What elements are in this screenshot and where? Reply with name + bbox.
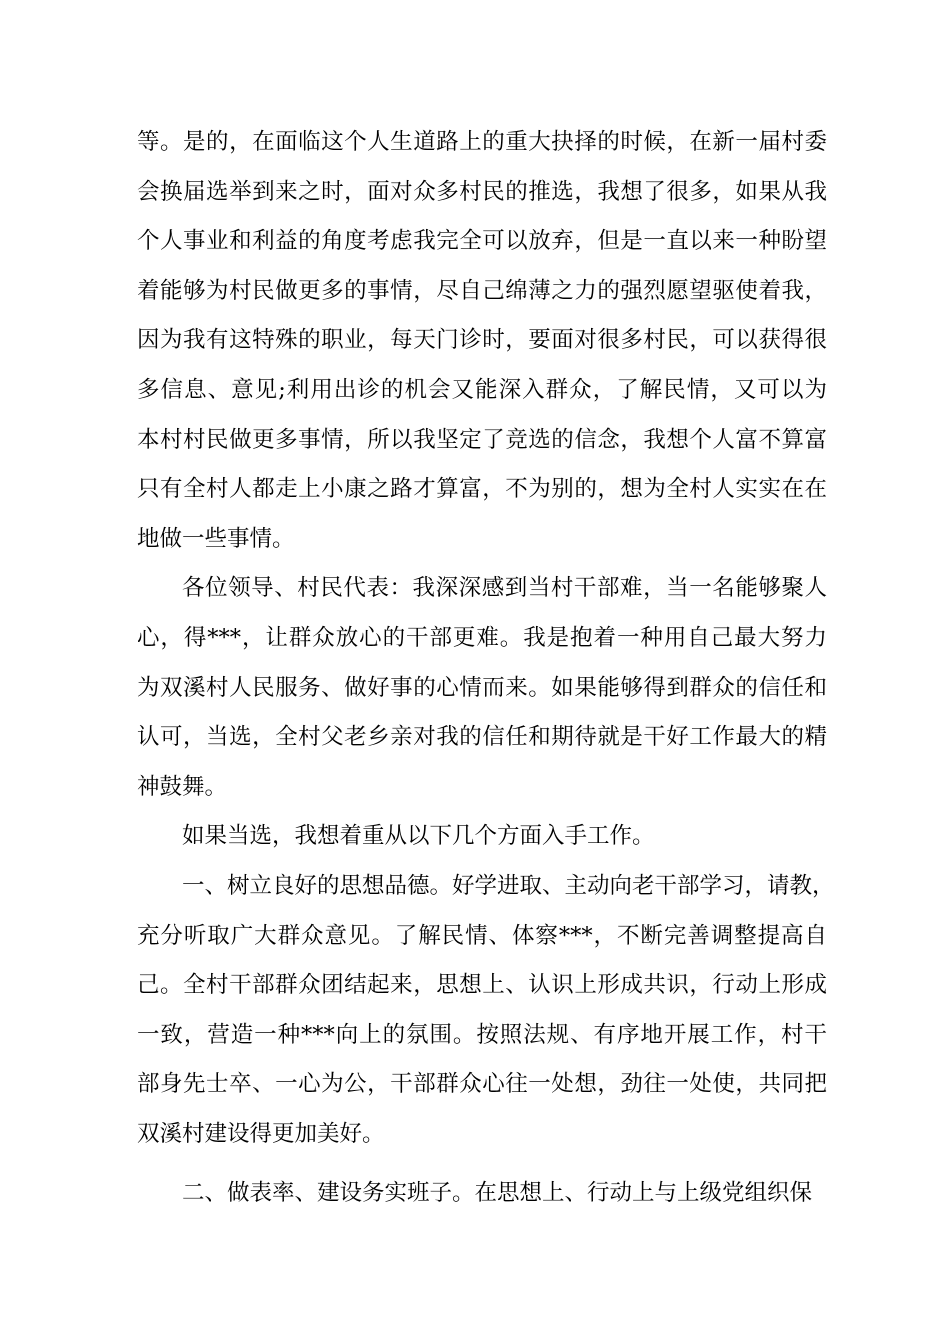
paragraph-2 bbox=[137, 564, 827, 812]
text-line: 本村村民做更多事情，所以我坚定了竞选的信念，我想个人富不算富 bbox=[137, 426, 827, 453]
text-line: 着能够为村民做更多的事情，尽自己绵薄之力的强烈愿望驱使着我， bbox=[137, 277, 827, 304]
text-line: 心，得***，让群众放心的干部更难。我是抱着一种用自己最大努力 bbox=[137, 624, 827, 651]
text-line: 各位领导、村民代表：我深深感到当村干部难，当一名能够聚人 bbox=[182, 575, 827, 602]
paragraph-4 bbox=[137, 862, 835, 1160]
text-line: 部身先士卒、一心为公，干部群众心往一处想，劲往一处使，共同把 bbox=[137, 1071, 827, 1098]
text-line: 二、做表率、建设务实班子。在思想上、行动上与上级党组织保 bbox=[182, 1180, 813, 1207]
text-line: 等。是的，在面临这个人生道路上的重大抉择的时候，在新一届村委 bbox=[137, 129, 827, 155]
text-line: 如果当选，我想着重从以下几个方面入手工作。 bbox=[182, 823, 655, 850]
text-line: 多信息、意见;利用出诊的机会又能深入群众，了解民情，又可以为 bbox=[137, 376, 827, 403]
text-line: 一致，营造一种***向上的氛围。按照法规、有序地开展工作，村干 bbox=[137, 1021, 827, 1048]
document-body bbox=[137, 118, 835, 1219]
paragraph-gap bbox=[137, 1159, 827, 1169]
text-line: 双溪村建设得更加美好。 bbox=[137, 1120, 385, 1147]
text-line: 为双溪村人民服务、做好事的心情而来。如果能够得到群众的信任和 bbox=[137, 674, 827, 701]
text-line: 地做一些事情。 bbox=[137, 525, 295, 552]
text-line: 因为我有这特殊的职业，每天门诊时，要面对很多村民，可以获得很 bbox=[137, 327, 827, 354]
text-line: 己。全村干部群众团结起来，思想上、认识上形成共识，行动上形成 bbox=[137, 972, 827, 999]
text-line: 充分听取广大群众意见。了解民情、体察***，不断完善调整提高自 bbox=[137, 922, 827, 949]
paragraph-5 bbox=[137, 1169, 827, 1219]
paragraph-1 bbox=[137, 118, 827, 564]
text-line: 个人事业和利益的角度考虑我完全可以放弃，但是一直以来一种盼望 bbox=[137, 228, 827, 255]
paragraph-3 bbox=[137, 812, 827, 862]
text-line: 会换届选举到来之时，面对众多村民的推选，我想了很多，如果从我 bbox=[137, 178, 827, 205]
text-line: 认可，当选，全村父老乡亲对我的信任和期待就是干好工作最大的精 bbox=[137, 724, 827, 751]
text-line: 神鼓舞。 bbox=[137, 773, 228, 800]
text-line: 一、树立良好的思想品德。好学进取、主动向老干部学习，请教， bbox=[182, 872, 835, 899]
text-line: 只有全村人都走上小康之路才算富，不为别的，想为全村人实实在在 bbox=[137, 476, 827, 503]
